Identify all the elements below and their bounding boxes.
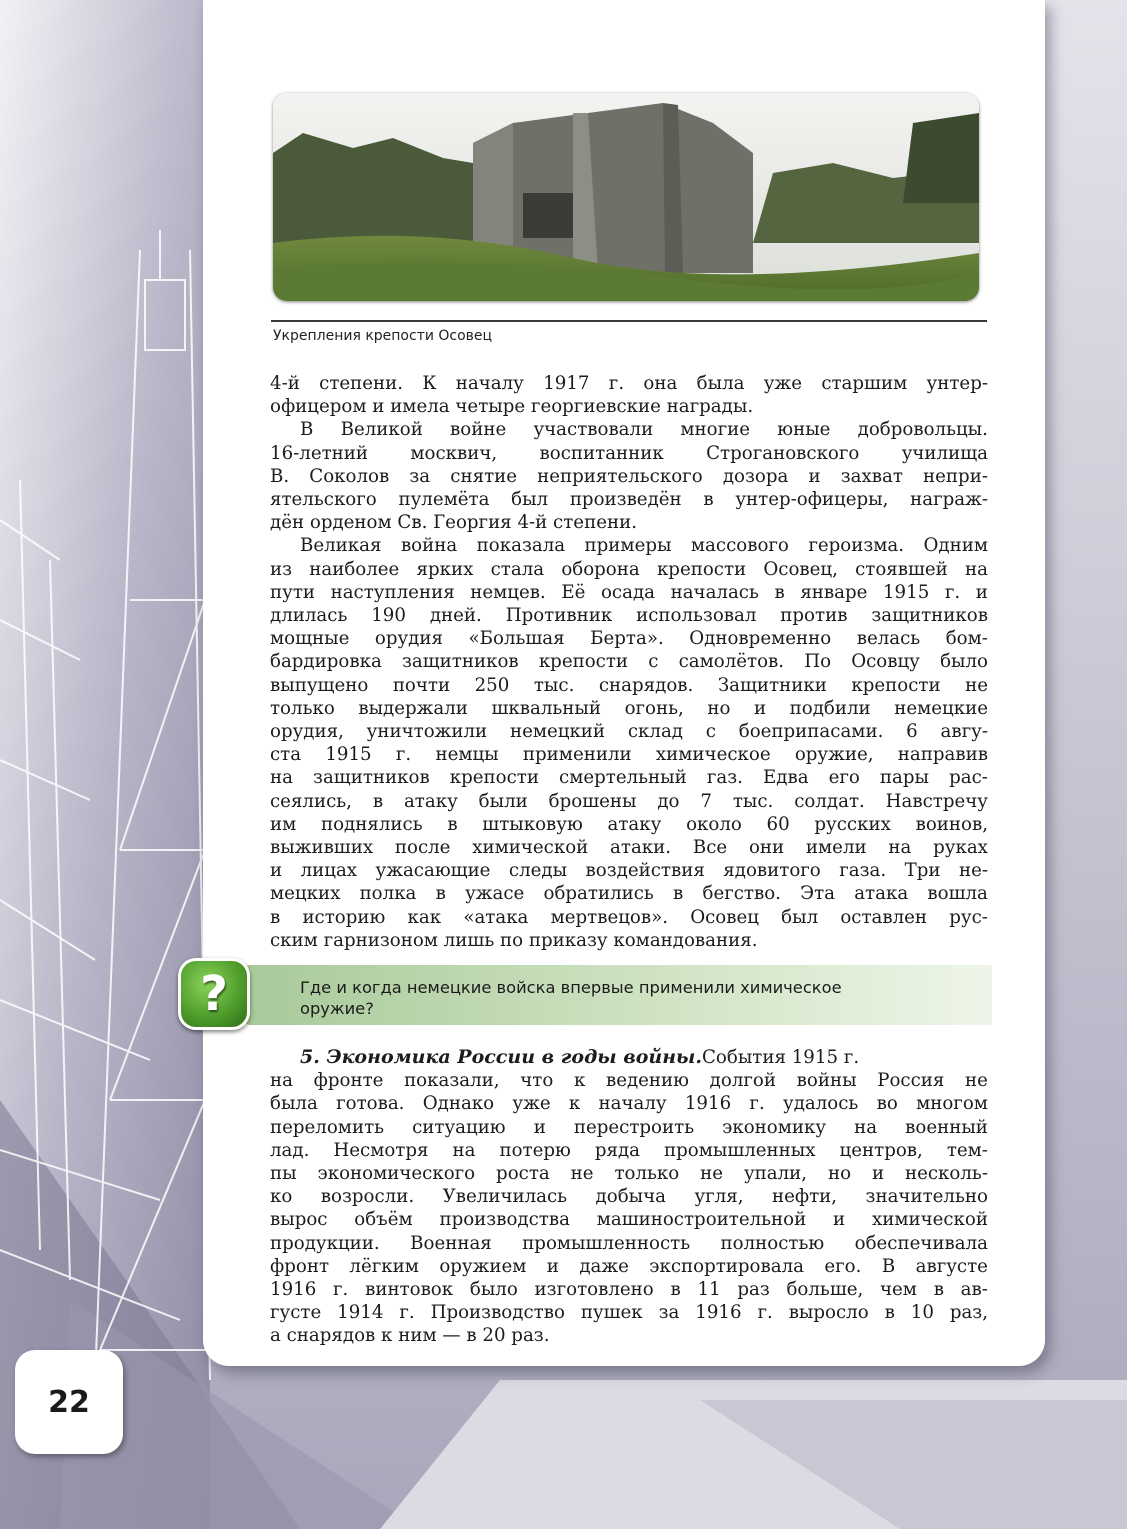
fortress-photo: [273, 93, 979, 301]
text-line: переломить ситуацию и перестроить экономику на военный: [270, 1116, 988, 1138]
text-line: выживших после химической атаки. Все они имели на руках: [270, 837, 988, 859]
section-first-line: [270, 1046, 988, 1069]
text-line: им поднялись в штыковую атаку около 60 русских воинов,: [270, 813, 988, 835]
text-line: продукции. Военная промышленность полностью обеспечивала: [270, 1232, 988, 1254]
question-line: Где и когда немецкие войска впервые применили химическое: [300, 978, 842, 997]
text-line: бардировка защитников крепости с самолётов. По Осовцу было: [270, 651, 988, 673]
text-line: мецких полка в ужасе обратились в бегство. Эта атака вошла: [270, 883, 988, 905]
page-number: 22: [48, 1384, 90, 1420]
text-line: вырос объём производства машиностроительной и химической: [270, 1209, 988, 1231]
question-mark-glyph: ?: [200, 966, 228, 1022]
text-line: ятельского пулемёта был произведён в унтер-офицеры, награж-: [270, 489, 988, 511]
text-line: на фронте показали, что к ведению долгой войны Россия не: [270, 1070, 988, 1092]
text-line: пути наступления немцев. Её осада началась в январе 1915 г. и: [270, 581, 988, 603]
text-line: фронт лёгким оружием и даже экспортировала его. В августе: [270, 1255, 988, 1277]
text-line: мощные орудия «Большая Берта». Одновременно велась бом-: [270, 628, 988, 650]
text-line: ским гарнизоном лишь по приказу командования.: [270, 929, 758, 951]
photo-caption: Укрепления крепости Осовец: [273, 328, 493, 344]
text-line: и лицах ужасающие следы воздействия ядовитого газа. Три не-: [270, 860, 988, 882]
text-line: густе 1914 г. Производство пушек за 1916 г. выросло в 10 раз,: [270, 1302, 988, 1324]
question-line: оружие?: [300, 999, 374, 1018]
text-line: 4-й степени. К началу 1917 г. она была уже старшим унтер-: [270, 373, 988, 394]
text-line: сеялись, в атаку были брошены до 7 тыс. солдат. Навстречу: [270, 790, 988, 812]
page-number-badge: [15, 1350, 123, 1454]
text-line: пы экономического роста не только не упали, но и несколь-: [270, 1163, 988, 1185]
text-line: была готова. Однако уже к началу 1916 г. удалось во многом: [270, 1093, 988, 1115]
text-line: 16-летний москвич, воспитанник Строгановского училища: [270, 442, 988, 464]
section-text: [270, 1046, 988, 1348]
body-text: [270, 372, 988, 952]
text-line: на защитников крепости смертельный газ. Едва его пары рас-: [270, 767, 988, 789]
question-icon: [178, 958, 250, 1030]
text-line: лад. Несмотря на потерю ряда промышленных центров, тем-: [270, 1139, 988, 1161]
text-line: В. Соколов за снятие неприятельского дозора и захват непри-: [270, 465, 988, 487]
text-line: длилась 190 дней. Противник использовал против защитников: [270, 605, 988, 627]
text-line: дён орденом Св. Георгия 4-й степени.: [270, 512, 637, 534]
text-line: В Великой войне участвовали многие юные добровольцы.: [300, 419, 988, 441]
caption-divider: [271, 320, 987, 322]
question-text: [300, 977, 984, 1019]
text-line: только выдержали шквальный огонь, но и подбили немецкие: [270, 697, 988, 719]
text-line: выпущено почти 250 тыс. снарядов. Защитники крепости не: [270, 674, 988, 696]
text-line: 1916 г. винтовок было изготовлено в 11 раз больше, чем в ав-: [270, 1279, 988, 1301]
text-line: орудия, уничтожили немецкий склад с боеприпасами. 6 авгу-: [270, 721, 988, 743]
text-line: ста 1915 г. немцы применили химическое оружие, направив: [270, 744, 988, 766]
section-first-line-rest: События 1915 г.: [702, 1047, 860, 1068]
text-line: ко возросли. Увеличилась добыча угля, нефти, значительно: [270, 1186, 988, 1208]
text-line: офицером и имела четыре георгиевские награды.: [270, 396, 754, 418]
text-line: Великая война показала примеры массового героизма. Одним: [300, 535, 988, 557]
text-line: из наиболее ярких стала оборона крепости Осовец, стоявшей на: [270, 558, 988, 580]
text-line: а снарядов к ним — в 20 раз.: [270, 1325, 550, 1347]
text-line: в историю как «атака мертвецов». Осовец был оставлен рус-: [270, 906, 988, 928]
section-title: 5. Экономика России в годы войны.: [300, 1046, 702, 1068]
